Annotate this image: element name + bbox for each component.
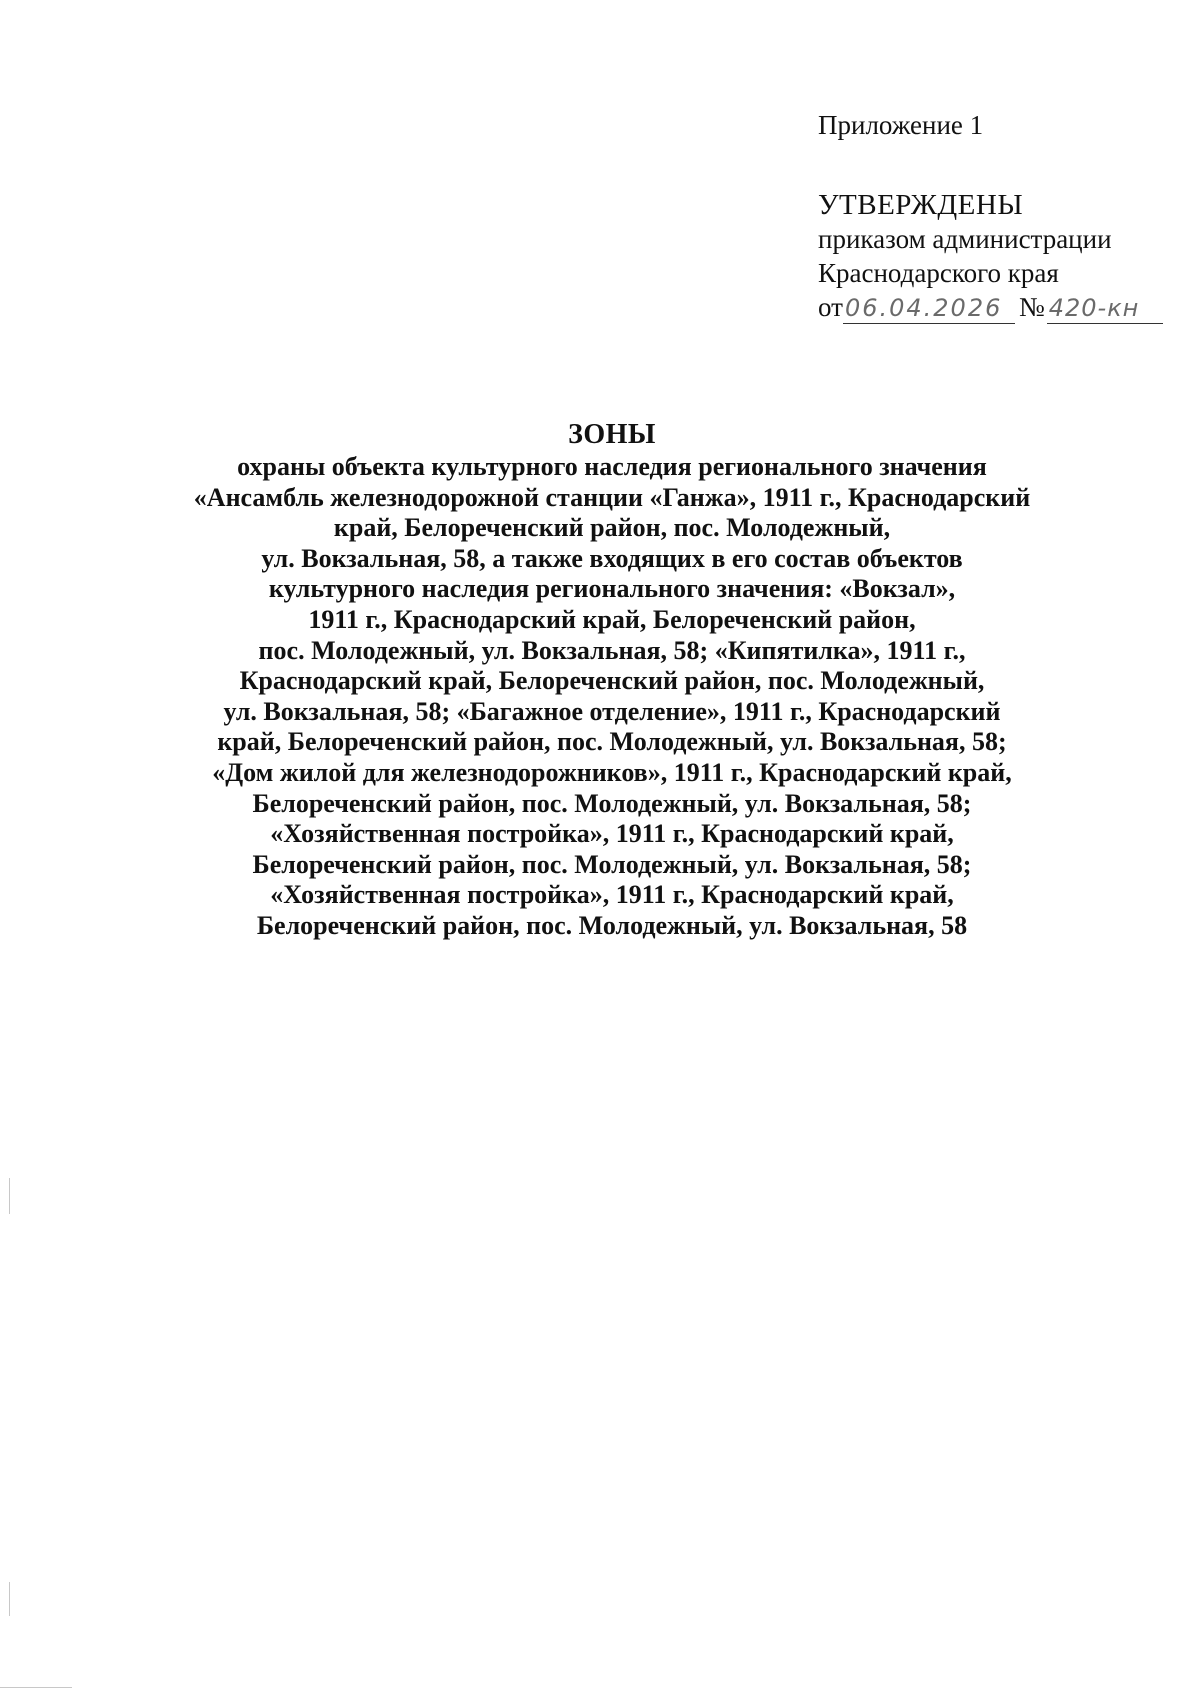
subtitle-line: Белореченский район, пос. Молодежный, ул. Вокзальная, 58	[256, 910, 968, 940]
subtitle-line: край, Белореченский район, пос. Молодежный, ул. Вокзальная, 58;	[217, 727, 1007, 757]
order-issuer-line-1: приказом администрации	[818, 224, 1112, 254]
approved-title: УТВЕРЖДЕНЫ	[818, 189, 1024, 221]
order-date-line	[818, 290, 1178, 324]
subtitle-line: Белореченский район, пос. Молодежный, ул. Вокзальная, 58;	[252, 788, 972, 818]
subtitle-line: ул. Вокзальная, 58, а также входящих в его состав объектов	[261, 543, 963, 573]
appendix-label: Приложение 1	[818, 110, 984, 140]
scan-artifact	[9, 1582, 10, 1616]
subtitle-line: пос. Молодежный, ул. Вокзальная, 58; «Кипятилка», 1911 г.,	[258, 635, 966, 665]
number-sign: №	[1018, 292, 1045, 322]
document-title: ЗОНЫ	[568, 419, 656, 450]
subtitle-line: Белореченский район, пос. Молодежный, ул. Вокзальная, 58;	[252, 849, 972, 879]
handwritten-order-number: 420-кн	[1047, 293, 1163, 324]
subtitle-line: охраны объекта культурного наследия регионального значения	[237, 452, 987, 481]
handwritten-date: 06.04.2026	[843, 293, 1015, 324]
subtitle-line: Краснодарский край, Белореченский район, пос. Молодежный,	[239, 666, 985, 696]
approval-block	[818, 108, 1178, 324]
subtitle-line: 1911 г., Краснодарский край, Белореченский район,	[308, 604, 916, 634]
document-subtitle	[150, 452, 1074, 942]
document-heading	[150, 418, 1074, 942]
subtitle-line: «Ансамбль железнодорожной станции «Ганжа», 1911 г., Краснодарский	[193, 482, 1031, 512]
subtitle-line: «Хозяйственная постройка», 1911 г., Краснодарский край,	[270, 880, 954, 910]
date-prefix: от	[818, 292, 843, 322]
order-issuer-line-2: Краснодарского края	[818, 258, 1059, 288]
subtitle-line: «Дом жилой для железнодорожников», 1911 г., Краснодарский край,	[212, 757, 1012, 787]
subtitle-line: край, Белореченский район, пос. Молодежный,	[333, 513, 891, 543]
scan-artifact	[0, 1687, 72, 1688]
subtitle-line: «Хозяйственная постройка», 1911 г., Краснодарский край,	[270, 819, 954, 849]
subtitle-line: ул. Вокзальная, 58; «Багажное отделение», 1911 г., Краснодарский	[223, 696, 1001, 726]
subtitle-line: культурного наследия регионального значения: «Вокзал»,	[268, 574, 956, 604]
scan-artifact	[9, 1178, 10, 1214]
